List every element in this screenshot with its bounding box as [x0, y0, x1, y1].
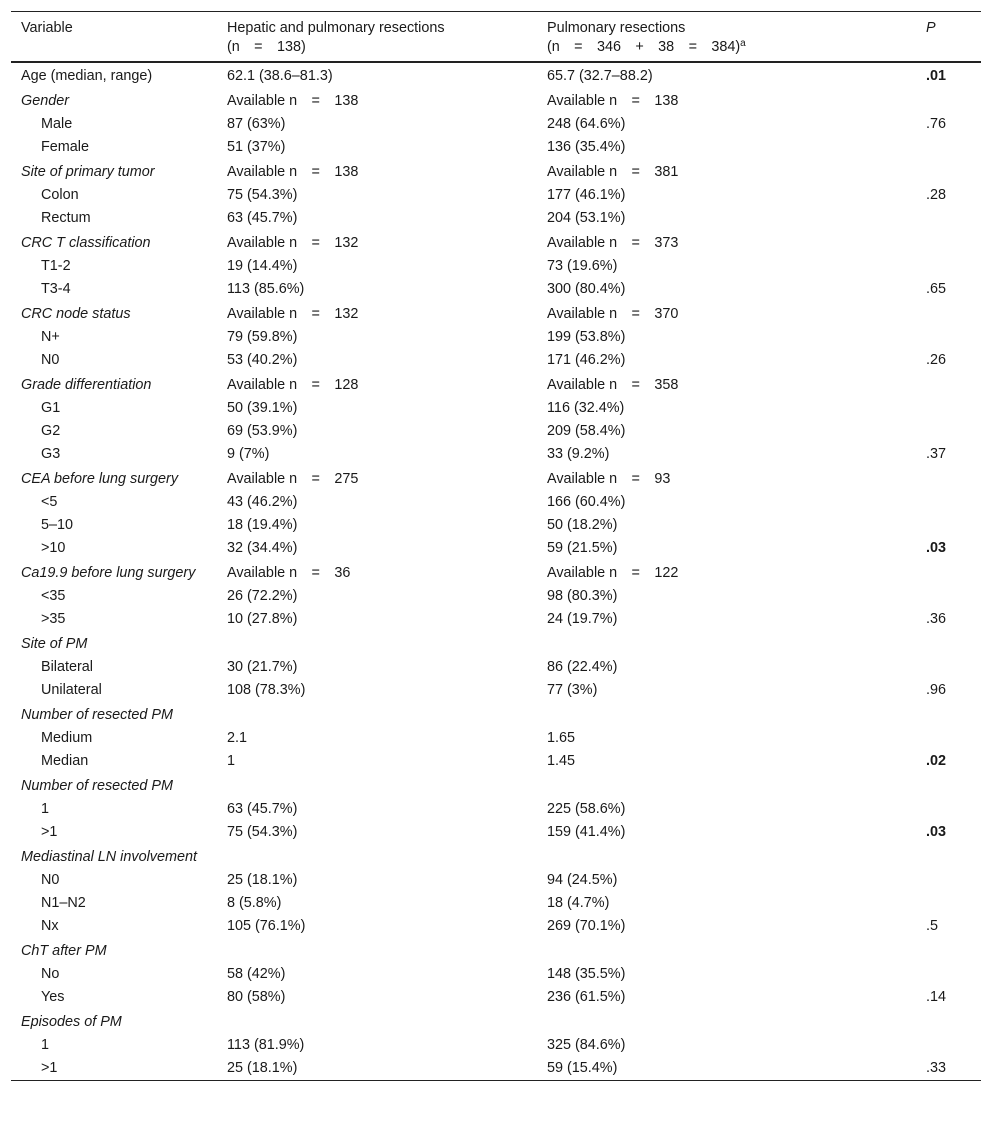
hepatic-value: 87 (63%): [227, 116, 286, 132]
table-row: [11, 869, 981, 892]
group-header-row: [11, 230, 981, 255]
p-value: [916, 869, 981, 892]
group-header-row: [11, 466, 981, 491]
table-row: [11, 184, 981, 207]
pulmonary-value: 98 (80.3%): [547, 588, 618, 604]
row-label: Number of resected PM: [21, 778, 173, 794]
p-value: [916, 255, 981, 278]
table-row: [11, 892, 981, 915]
table-row: [11, 349, 981, 372]
table-row: [11, 1034, 981, 1057]
header-pulmonary: [537, 12, 916, 63]
p-value: [916, 656, 981, 679]
p-value: [916, 159, 981, 184]
hepatic-value: 9 (7%): [227, 446, 270, 462]
p-value: [916, 397, 981, 420]
header-hepatic-n: (n = 138): [227, 39, 306, 55]
p-value: [916, 230, 981, 255]
row-label: Yes: [41, 989, 65, 1005]
row-label: Unilateral: [41, 682, 102, 698]
row-label: N1–N2: [41, 895, 86, 911]
row-label: Bilateral: [41, 659, 93, 675]
group-header-row: [11, 844, 981, 869]
table-row: [11, 915, 981, 938]
hepatic-value: 50 (39.1%): [227, 400, 298, 416]
hepatic-value: 79 (59.8%): [227, 329, 298, 345]
row-label: Gender: [21, 93, 69, 109]
hepatic-value: [217, 702, 537, 727]
p-value: [916, 491, 981, 514]
hepatic-value: 51 (37%): [227, 139, 286, 155]
table-row: [11, 113, 981, 136]
p-value: [916, 631, 981, 656]
pulmonary-value: [537, 702, 916, 727]
row-label: Medium: [41, 730, 93, 746]
pulmonary-value: 199 (53.8%): [547, 329, 626, 345]
header-p-value: P: [926, 20, 936, 36]
table-row: [11, 537, 981, 560]
hepatic-value: 19 (14.4%): [227, 258, 298, 274]
p-value: [916, 560, 981, 585]
row-label: >10: [41, 540, 66, 556]
row-label: ChT after PM: [21, 943, 107, 959]
header-hepatic: [217, 12, 537, 63]
hepatic-value: 105 (76.1%): [227, 918, 306, 934]
hepatic-value: 25 (18.1%): [227, 872, 298, 888]
row-label: G2: [41, 423, 61, 439]
pulmonary-value: 1.65: [547, 730, 576, 746]
p-value: .5: [926, 918, 939, 934]
row-label: Rectum: [41, 210, 91, 226]
row-label: >1: [41, 824, 58, 840]
hepatic-value: 25 (18.1%): [227, 1060, 298, 1076]
table-body: [11, 62, 981, 1081]
table-row: [11, 255, 981, 278]
table-row: [11, 679, 981, 702]
p-value: .37: [926, 446, 947, 462]
p-value: .03: [926, 824, 947, 840]
row-label: 1: [41, 1037, 50, 1053]
header-hepatic-title: Hepatic and pulmonary resections: [227, 20, 445, 36]
hepatic-value: 80 (58%): [227, 989, 286, 1005]
pulmonary-value: 18 (4.7%): [547, 895, 610, 911]
group-header-row: [11, 301, 981, 326]
p-value: [916, 207, 981, 230]
row-label: <5: [41, 494, 58, 510]
hepatic-value: [217, 1009, 537, 1034]
row-label: Ca19.9 before lung surgery: [21, 565, 196, 581]
hepatic-value: 108 (78.3%): [227, 682, 306, 698]
table-row: [11, 278, 981, 301]
pulmonary-value: [537, 631, 916, 656]
group-header-row: [11, 560, 981, 585]
pulmonary-value: [537, 938, 916, 963]
row-label: Number of resected PM: [21, 707, 173, 723]
pulmonary-value: Available n = 138: [547, 93, 679, 109]
hepatic-value: [217, 631, 537, 656]
pulmonary-value: 177 (46.1%): [547, 187, 626, 203]
hepatic-value: Available n = 275: [227, 471, 359, 487]
row-label: Colon: [41, 187, 79, 203]
row-label: Male: [41, 116, 73, 132]
group-header-row: [11, 88, 981, 113]
pulmonary-value: 50 (18.2%): [547, 517, 618, 533]
table-row: [11, 443, 981, 466]
row-label: N+: [41, 329, 60, 345]
p-value: .36: [926, 611, 947, 627]
hepatic-value: 62.1 (38.6–81.3): [227, 68, 333, 84]
group-header-row: [11, 631, 981, 656]
p-value: .96: [926, 682, 947, 698]
results-table: [11, 11, 981, 1081]
hepatic-value: 69 (53.9%): [227, 423, 298, 439]
pulmonary-value: 325 (84.6%): [547, 1037, 626, 1053]
pulmonary-value: [537, 1009, 916, 1034]
hepatic-value: 63 (45.7%): [227, 801, 298, 817]
p-value: .28: [926, 187, 947, 203]
hepatic-value: 113 (81.9%): [227, 1037, 305, 1053]
p-value: [916, 938, 981, 963]
pulmonary-value: 1.45: [547, 753, 576, 769]
p-value: [916, 963, 981, 986]
table-row: [11, 62, 981, 88]
p-value: [916, 1034, 981, 1057]
table-row: [11, 963, 981, 986]
pulmonary-value: Available n = 381: [547, 164, 679, 180]
table-row: [11, 798, 981, 821]
row-label: 5–10: [41, 517, 74, 533]
pulmonary-value: 59 (15.4%): [547, 1060, 618, 1076]
row-label: CEA before lung surgery: [21, 471, 179, 487]
table-row: [11, 420, 981, 443]
table-row: [11, 585, 981, 608]
pulmonary-value: 300 (80.4%): [547, 281, 626, 297]
hepatic-value: [217, 773, 537, 798]
pulmonary-value: 225 (58.6%): [547, 801, 626, 817]
p-value: [916, 585, 981, 608]
hepatic-value: 30 (21.7%): [227, 659, 298, 675]
hepatic-value: Available n = 132: [227, 306, 359, 322]
table-row: [11, 986, 981, 1009]
pulmonary-value: 65.7 (32.7–88.2): [547, 68, 653, 84]
pulmonary-value: 77 (3%): [547, 682, 598, 698]
pulmonary-value: 269 (70.1%): [547, 918, 626, 934]
pulmonary-value: 116 (32.4%): [547, 400, 625, 416]
row-label: Female: [41, 139, 89, 155]
row-label: >35: [41, 611, 66, 627]
table-row: [11, 1057, 981, 1081]
table-header-row: [11, 12, 981, 63]
row-label: <35: [41, 588, 66, 604]
pulmonary-value: Available n = 373: [547, 235, 679, 251]
row-label: Site of primary tumor: [21, 164, 155, 180]
table-row: [11, 326, 981, 349]
pulmonary-value: 94 (24.5%): [547, 872, 618, 888]
hepatic-value: 18 (19.4%): [227, 517, 298, 533]
hepatic-value: 10 (27.8%): [227, 611, 298, 627]
table-row: [11, 821, 981, 844]
row-label: CRC node status: [21, 306, 131, 322]
p-value: [916, 798, 981, 821]
table-row: [11, 514, 981, 537]
hepatic-value: 26 (72.2%): [227, 588, 298, 604]
header-variable: Variable: [21, 20, 73, 36]
pulmonary-value: [537, 844, 916, 869]
pulmonary-value: 86 (22.4%): [547, 659, 618, 675]
hepatic-value: 1: [227, 753, 236, 769]
p-value: .26: [926, 352, 947, 368]
table-row: [11, 750, 981, 773]
hepatic-value: 75 (54.3%): [227, 824, 298, 840]
p-value: .01: [926, 68, 947, 84]
row-label: Age (median, range): [21, 68, 153, 84]
hepatic-value: 2.1: [227, 730, 248, 746]
p-value: [916, 773, 981, 798]
table-row: [11, 656, 981, 679]
pulmonary-value: 136 (35.4%): [547, 139, 626, 155]
pulmonary-value: 248 (64.6%): [547, 116, 626, 132]
p-value: .65: [926, 281, 947, 297]
group-header-row: [11, 159, 981, 184]
p-value: [916, 892, 981, 915]
hepatic-value: 8 (5.8%): [227, 895, 282, 911]
p-value: [916, 372, 981, 397]
table-row: [11, 397, 981, 420]
hepatic-value: [217, 844, 537, 869]
hepatic-value: 53 (40.2%): [227, 352, 298, 368]
row-label: N0: [41, 872, 60, 888]
row-label: T3-4: [41, 281, 71, 297]
pulmonary-value: Available n = 358: [547, 377, 679, 393]
pulmonary-value: 166 (60.4%): [547, 494, 626, 510]
group-header-row: [11, 702, 981, 727]
table-row: [11, 207, 981, 230]
p-value: [916, 514, 981, 537]
group-header-row: [11, 372, 981, 397]
row-label: Episodes of PM: [21, 1014, 122, 1030]
p-value: [916, 844, 981, 869]
p-value: [916, 301, 981, 326]
hepatic-value: Available n = 138: [227, 164, 359, 180]
p-value: [916, 420, 981, 443]
p-value: [916, 466, 981, 491]
p-value: .02: [926, 753, 947, 769]
pulmonary-value: 73 (19.6%): [547, 258, 618, 274]
pulmonary-value: 59 (21.5%): [547, 540, 618, 556]
table-row: [11, 491, 981, 514]
pulmonary-value: Available n = 370: [547, 306, 679, 322]
hepatic-value: Available n = 128: [227, 377, 359, 393]
row-label: T1-2: [41, 258, 71, 274]
row-label: Mediastinal LN involvement: [21, 849, 197, 865]
row-label: Site of PM: [21, 636, 88, 652]
pulmonary-value: 236 (61.5%): [547, 989, 626, 1005]
row-label: No: [41, 966, 60, 982]
pulmonary-value: 24 (19.7%): [547, 611, 618, 627]
p-value: [916, 702, 981, 727]
row-label: Median: [41, 753, 89, 769]
table-row: [11, 727, 981, 750]
row-label: Nx: [41, 918, 59, 934]
p-value: .03: [926, 540, 947, 556]
p-value: .14: [926, 989, 947, 1005]
pulmonary-value: 204 (53.1%): [547, 210, 626, 226]
hepatic-value: Available n = 36: [227, 565, 351, 581]
table-row: [11, 136, 981, 159]
row-label: G3: [41, 446, 61, 462]
hepatic-value: 58 (42%): [227, 966, 286, 982]
p-value: [916, 88, 981, 113]
footnote-marker: a: [740, 38, 746, 49]
pulmonary-value: 209 (58.4%): [547, 423, 626, 439]
group-header-row: [11, 773, 981, 798]
p-value: [916, 326, 981, 349]
group-header-row: [11, 938, 981, 963]
pulmonary-value: 171 (46.2%): [547, 352, 626, 368]
row-label: 1: [41, 801, 50, 817]
pulmonary-value: Available n = 122: [547, 565, 679, 581]
p-value: [916, 1009, 981, 1034]
p-value: [916, 136, 981, 159]
p-value: [916, 727, 981, 750]
row-label: N0: [41, 352, 60, 368]
row-label: >1: [41, 1060, 58, 1076]
pulmonary-value: 159 (41.4%): [547, 824, 626, 840]
pulmonary-value: Available n = 93: [547, 471, 671, 487]
table-row: [11, 608, 981, 631]
pulmonary-value: 148 (35.5%): [547, 966, 626, 982]
row-label: G1: [41, 400, 61, 416]
group-header-row: [11, 1009, 981, 1034]
p-value: .76: [926, 116, 947, 132]
row-label: Grade differentiation: [21, 377, 152, 393]
hepatic-value: 32 (34.4%): [227, 540, 298, 556]
p-value: .33: [926, 1060, 947, 1076]
hepatic-value: [217, 938, 537, 963]
row-label: CRC T classification: [21, 235, 151, 251]
header-pulmonary-n: (n = 346 + 38 = 384): [547, 39, 741, 55]
hepatic-value: 75 (54.3%): [227, 187, 298, 203]
hepatic-value: 63 (45.7%): [227, 210, 298, 226]
header-pulmonary-title: Pulmonary resections: [547, 20, 686, 36]
hepatic-value: Available n = 132: [227, 235, 359, 251]
hepatic-value: 113 (85.6%): [227, 281, 305, 297]
pulmonary-value: 33 (9.2%): [547, 446, 610, 462]
pulmonary-value: [537, 773, 916, 798]
hepatic-value: 43 (46.2%): [227, 494, 298, 510]
hepatic-value: Available n = 138: [227, 93, 359, 109]
